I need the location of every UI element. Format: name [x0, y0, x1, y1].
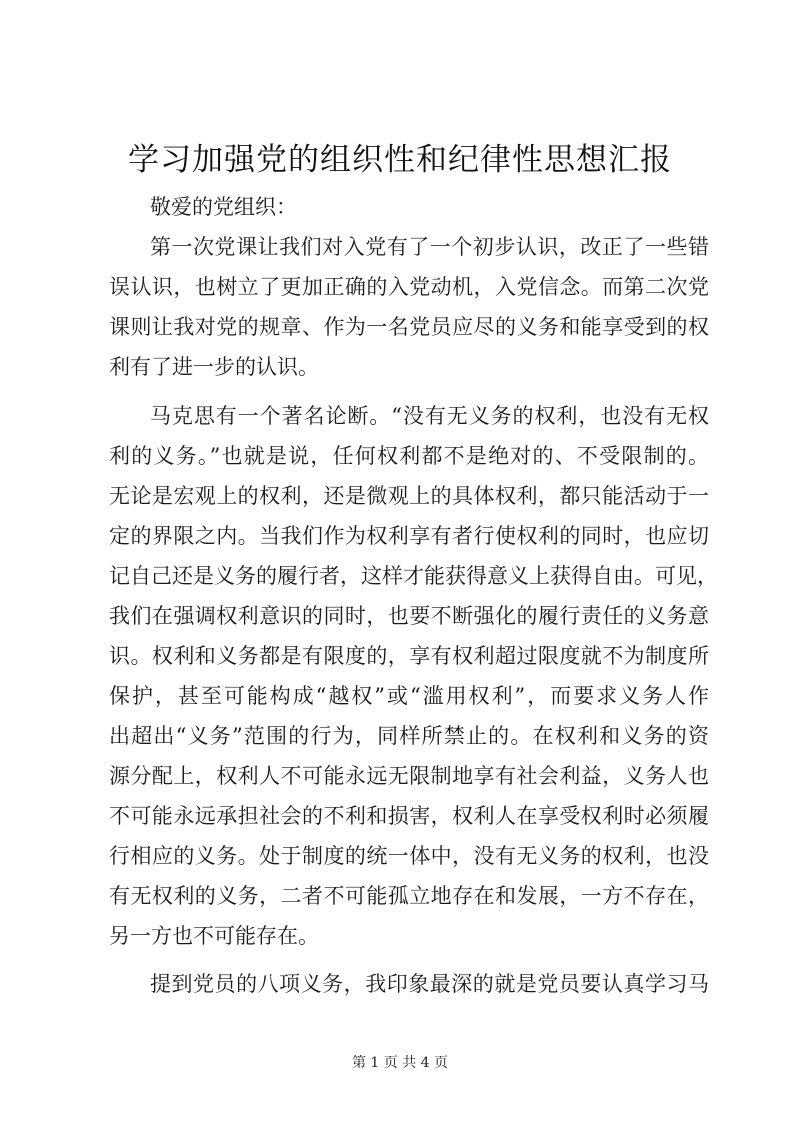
paragraph-line: 第一次党课让我们对入党有了一个初步认识，改正了一些错	[150, 235, 709, 259]
paragraph-line: 马克思有一个著名论断。“没有无义务的权利，也没有无权	[150, 404, 709, 428]
paragraph-line: 我们在强调权利意识的同时，也要不断强化的履行责任的义务意	[109, 604, 709, 628]
paragraph-line: 识。权利和义务都是有限度的，享有权利超过限度就不为制度所	[109, 644, 709, 668]
paragraph-line: 利有了进一步的认识。	[109, 355, 319, 379]
paragraph-line: 源分配上，权利人不可能永远无限制地享有社会利益，义务人也	[109, 764, 709, 788]
paragraph-line: 行相应的义务。处于制度的统一体中，没有无义务的权利，也没	[109, 844, 709, 868]
paragraph-line: 有无权利的义务，二者不可能孤立地存在和发展，一方不存在，	[109, 884, 709, 908]
salutation: 敬爱的党组织：	[150, 195, 297, 219]
paragraph-line: 出超出“义务”范围的行为，同样所禁止的。在权利和义务的资	[109, 724, 709, 748]
paragraph-line: 记自己还是义务的履行者，这样才能获得意义上获得自由。可见，	[109, 564, 718, 588]
paragraph-line: 无论是宏观上的权利，还是微观上的具体权利，都只能活动于一	[109, 484, 709, 508]
paragraph-line: 利的义务。”也就是说，任何权利都不是绝对的、不受限制的。	[109, 444, 709, 468]
page-number-footer: 第 1 页 共 4 页	[351, 1055, 449, 1071]
document-title: 学习加强党的组织性和纪律性思想汇报	[128, 142, 672, 178]
paragraph-line: 另一方也不可能存在。	[109, 924, 319, 948]
paragraph-line: 课则让我对党的规章、作为一名党员应尽的义务和能享受到的权	[109, 315, 709, 339]
paragraph-line: 误认识，也树立了更加正确的入党动机，入党信念。而第二次党	[109, 275, 709, 299]
paragraph-line: 不可能永远承担社会的不利和损害，权利人在享受权利时必须履	[109, 804, 709, 828]
paragraph-line: 定的界限之内。当我们作为权利享有者行使权利的同时，也应切	[109, 524, 709, 548]
paragraph-line: 保护，甚至可能构成“越权”或“滥用权利”，而要求义务人作	[109, 684, 709, 708]
paragraph-line: 提到党员的八项义务，我印象最深的就是党员要认真学习马	[150, 972, 709, 996]
